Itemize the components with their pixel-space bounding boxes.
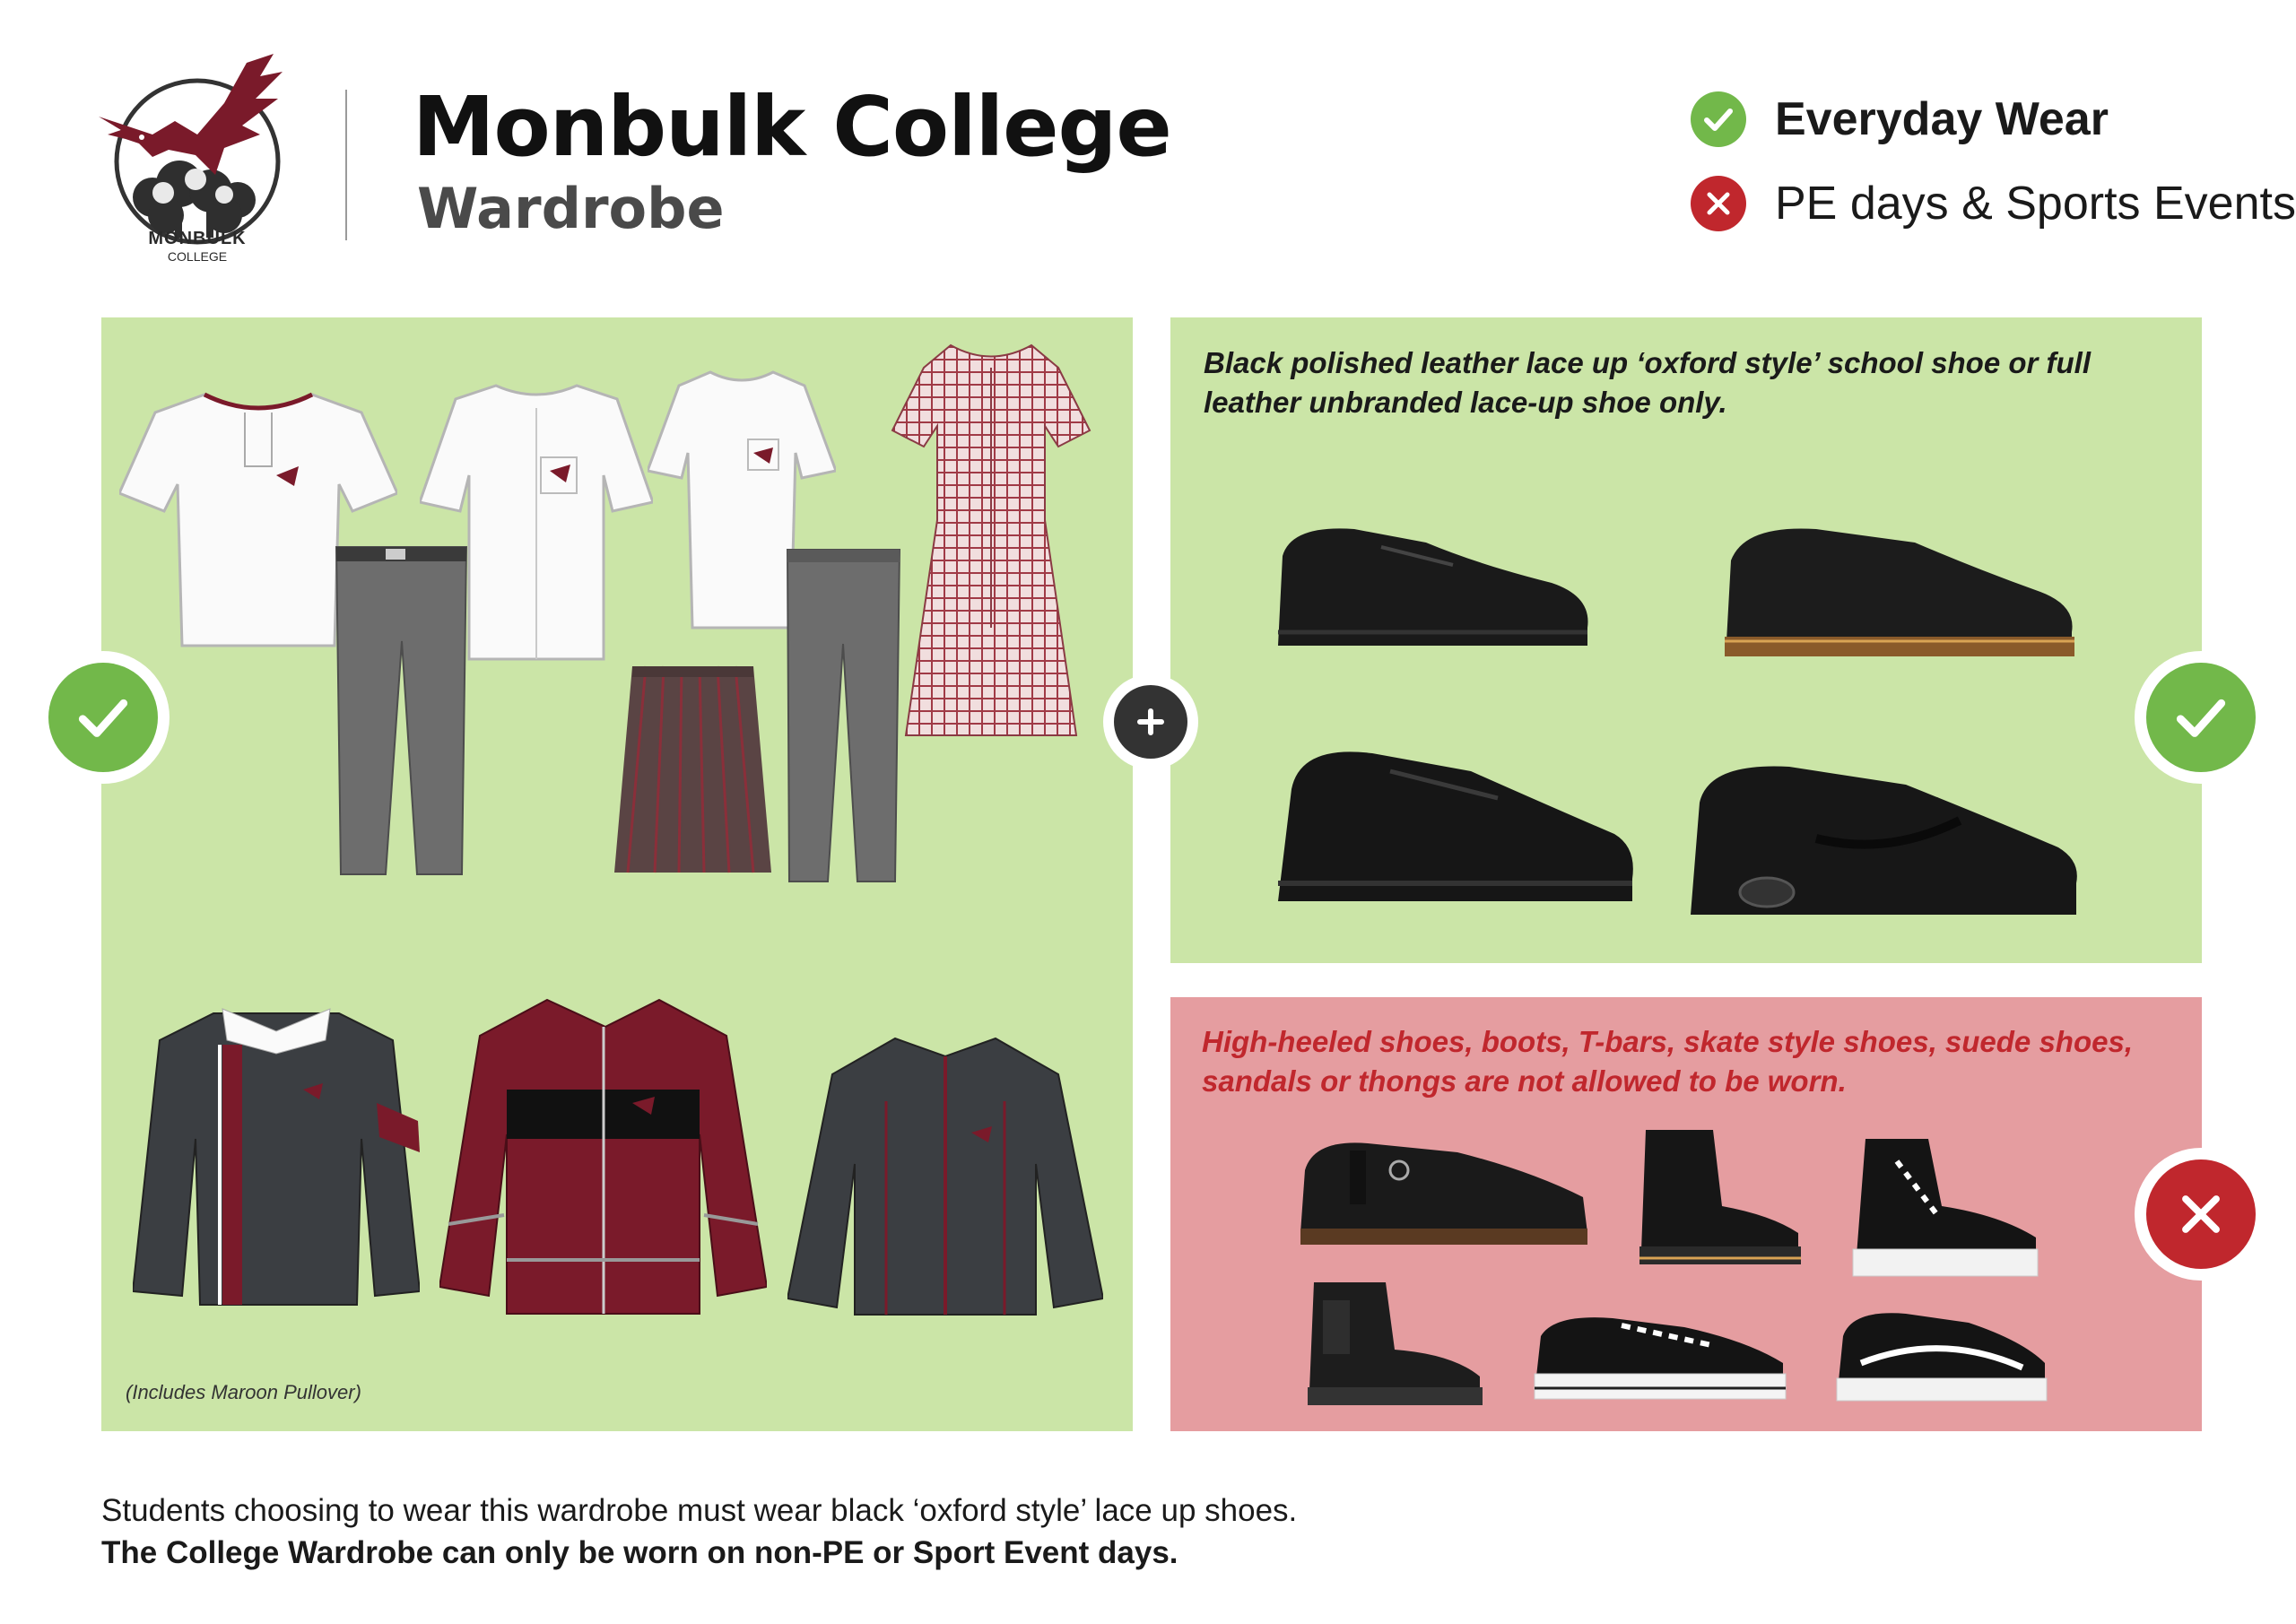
maroon-jacket bbox=[439, 991, 767, 1318]
rugby-top bbox=[133, 1004, 420, 1309]
allowed-shoes-note: Black polished leather lace up ‘oxford style’ school shoe or full leather unbranded lace-up shoe only. bbox=[1204, 346, 2092, 419]
legend-pe bbox=[1691, 176, 2296, 231]
footer-requirement: Students choosing to wear this wardrobe must wear black ‘oxford style’ lace up shoes. bbox=[101, 1493, 1298, 1528]
short-sleeve-shirt bbox=[420, 377, 653, 664]
check-dress bbox=[888, 341, 1094, 740]
page-subtitle: Wardrobe bbox=[417, 176, 725, 241]
leather-school-shoe bbox=[1274, 520, 1596, 655]
black-air-sneaker bbox=[1682, 749, 2085, 924]
skate-shoe bbox=[1834, 1305, 2049, 1408]
leather-oxford-shoe bbox=[1718, 516, 2081, 668]
close-icon bbox=[2146, 1159, 2256, 1269]
lace-up-boot bbox=[1637, 1125, 1803, 1269]
pleated-skirt bbox=[614, 662, 771, 877]
logo-text-monbulk: MONBULK bbox=[148, 229, 247, 248]
clothing-caption: (Includes Maroon Pullover) bbox=[126, 1381, 361, 1403]
plus-icon bbox=[1114, 685, 1187, 759]
canvas-sneaker bbox=[1532, 1309, 1787, 1403]
legend-everyday-label: Everyday Wear bbox=[1775, 93, 2109, 145]
black-sneaker bbox=[1265, 735, 1641, 910]
not-allowed-shoes-badge bbox=[2135, 1148, 2267, 1281]
allowed-clothing-badge bbox=[37, 651, 170, 784]
check-icon bbox=[1691, 91, 1746, 147]
page-title: Monbulk College bbox=[413, 79, 1171, 175]
chelsea-boot bbox=[1300, 1278, 1484, 1408]
logo-text-college: COLLEGE bbox=[167, 249, 228, 264]
footer-restriction: The College Wardrobe can only be worn on non-PE or Sport Event days. bbox=[101, 1535, 1178, 1570]
close-icon bbox=[1691, 176, 1746, 231]
header-divider bbox=[345, 90, 347, 240]
check-icon bbox=[48, 663, 158, 772]
check-icon bbox=[2146, 663, 2256, 772]
legend-pe-label: PE days & Sports Events bbox=[1775, 178, 2296, 230]
allowed-shoes-badge bbox=[2135, 651, 2267, 784]
t-bar-shoe bbox=[1296, 1134, 1592, 1251]
plus-connector bbox=[1103, 674, 1198, 769]
not-allowed-shoes-note: High-heeled shoes, boots, T-bars, skate style shoes, suede shoes, sandals or thongs are not allowed to be worn. bbox=[1202, 1025, 2134, 1098]
high-top-canvas-sneaker bbox=[1848, 1134, 2040, 1282]
soft-shell-jacket bbox=[787, 1029, 1103, 1316]
legend-everyday bbox=[1691, 91, 2109, 147]
